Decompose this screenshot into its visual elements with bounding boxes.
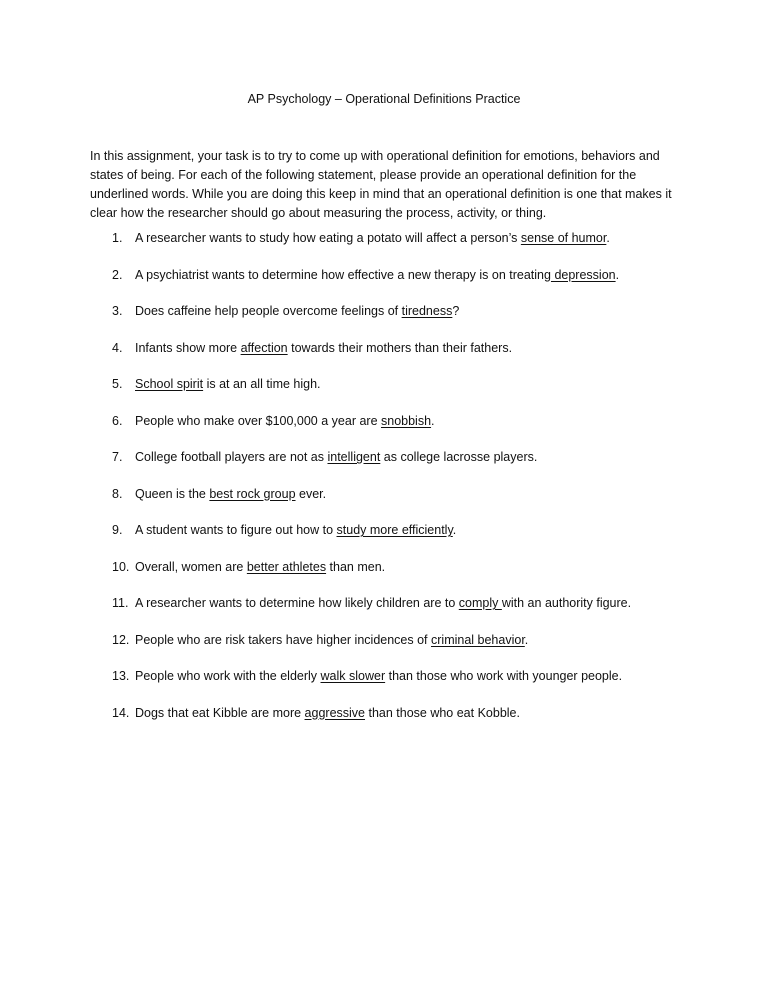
item-text-after: than those who eat Kobble.	[365, 705, 520, 720]
item-text-after: with an authority figure.	[501, 596, 632, 610]
item-text	[135, 448, 537, 466]
list-item	[90, 631, 710, 668]
underlined-term: sense of humor	[520, 231, 607, 245]
item-number: 6.	[112, 413, 123, 428]
item-text-before: Queen is the	[135, 486, 210, 501]
list-item	[90, 448, 710, 485]
underlined-term: snobbish	[381, 413, 432, 428]
underlined-term: best rock group	[209, 486, 296, 501]
item-number: 8.	[112, 486, 123, 501]
item-text-before: A researcher wants to determine how likely children are to	[135, 596, 459, 610]
item-number: 7.	[112, 450, 123, 464]
item-text-before: A psychiatrist wants to determine how effective a new therapy is on treating	[135, 267, 551, 282]
item-text-after: than those who work with younger people.	[385, 669, 623, 683]
intro-paragraph: In this assignment, your task is to try to come up with operational definition for emotions, behaviors and states of being. For each of the following statement, please provide an operational definition for the underlined words. While you are doing this keep in mind that an operational definition is one that makes it clear how the researcher should go about measuring the process, activity, or thing.	[90, 149, 672, 220]
list-item	[90, 412, 710, 449]
item-text	[135, 521, 456, 539]
list-item	[90, 594, 710, 631]
item-text	[135, 631, 528, 649]
item-text-after: ?	[452, 304, 460, 318]
item-text-after: .	[615, 267, 620, 282]
item-number: 12.	[112, 632, 130, 647]
list-item	[90, 375, 710, 412]
item-number: 1.	[112, 231, 123, 245]
item-text-after: .	[452, 523, 457, 537]
underlined-term: better athletes	[246, 559, 327, 574]
item-text	[135, 339, 512, 357]
list-item	[90, 302, 710, 339]
item-text-after: .	[524, 632, 529, 647]
item-number: 5.	[112, 377, 123, 391]
item-text-before: Does caffeine help people overcome feelings of	[135, 304, 402, 318]
item-text-after: as college lacrosse players.	[380, 450, 538, 464]
item-text	[135, 229, 610, 247]
item-text-before: People who make over $100,000 a year are	[135, 413, 381, 428]
question-list	[90, 229, 710, 740]
item-text-before: College football players are not as	[135, 450, 328, 464]
item-number: 4.	[112, 340, 123, 355]
item-text-before: Infants show more	[135, 340, 241, 355]
underlined-term: depression	[550, 267, 616, 282]
underlined-term: affection	[240, 340, 288, 355]
underlined-term: School spirit	[135, 377, 204, 391]
list-item	[90, 229, 710, 266]
list-item	[90, 667, 710, 704]
item-text-before: A researcher wants to study how eating a potato will affect a person’s	[135, 231, 521, 245]
item-text-after: .	[431, 413, 435, 428]
item-text	[135, 667, 622, 685]
item-text	[135, 412, 435, 430]
item-text-before: Dogs that eat Kibble are more	[135, 705, 305, 720]
list-item	[90, 558, 710, 595]
item-text-before: A student wants to figure out how to	[135, 523, 337, 537]
item-text	[135, 558, 385, 576]
item-number: 9.	[112, 523, 123, 537]
item-text-before: Overall, women are	[135, 559, 247, 574]
item-text	[135, 485, 326, 503]
item-number: 11.	[112, 596, 129, 610]
list-item	[90, 339, 710, 376]
list-item	[90, 704, 710, 741]
item-number: 14.	[112, 705, 130, 720]
underlined-term: intelligent	[327, 450, 381, 464]
list-item	[90, 521, 710, 558]
page-title: AP Psychology – Operational Definitions Practice	[247, 92, 521, 106]
item-number: 2.	[112, 267, 123, 282]
item-text-before: People who work with the elderly	[135, 669, 321, 683]
item-text	[135, 704, 520, 722]
item-text	[135, 266, 619, 284]
item-text-after: ever.	[295, 486, 327, 501]
underlined-term: walk slower	[320, 669, 386, 683]
item-text-after: than men.	[326, 559, 386, 574]
underlined-term: tiredness	[401, 304, 453, 318]
item-text	[135, 302, 459, 320]
item-text-after: is at an all time high.	[203, 377, 321, 391]
underlined-term: study more efficiently	[336, 523, 453, 537]
item-number: 3.	[112, 304, 123, 318]
list-item	[90, 485, 710, 522]
item-text-after: towards their mothers than their fathers.	[287, 340, 513, 355]
underlined-term: aggressive	[304, 705, 365, 720]
item-text	[135, 594, 631, 612]
list-item	[90, 266, 710, 303]
underlined-term: criminal behavior	[431, 632, 525, 647]
item-number: 10.	[112, 559, 130, 574]
item-number: 13.	[112, 669, 130, 683]
item-text	[135, 375, 321, 393]
item-text-after: .	[606, 231, 610, 245]
item-text-before: People who are risk takers have higher incidences of	[135, 632, 431, 647]
underlined-term: comply	[458, 596, 502, 610]
